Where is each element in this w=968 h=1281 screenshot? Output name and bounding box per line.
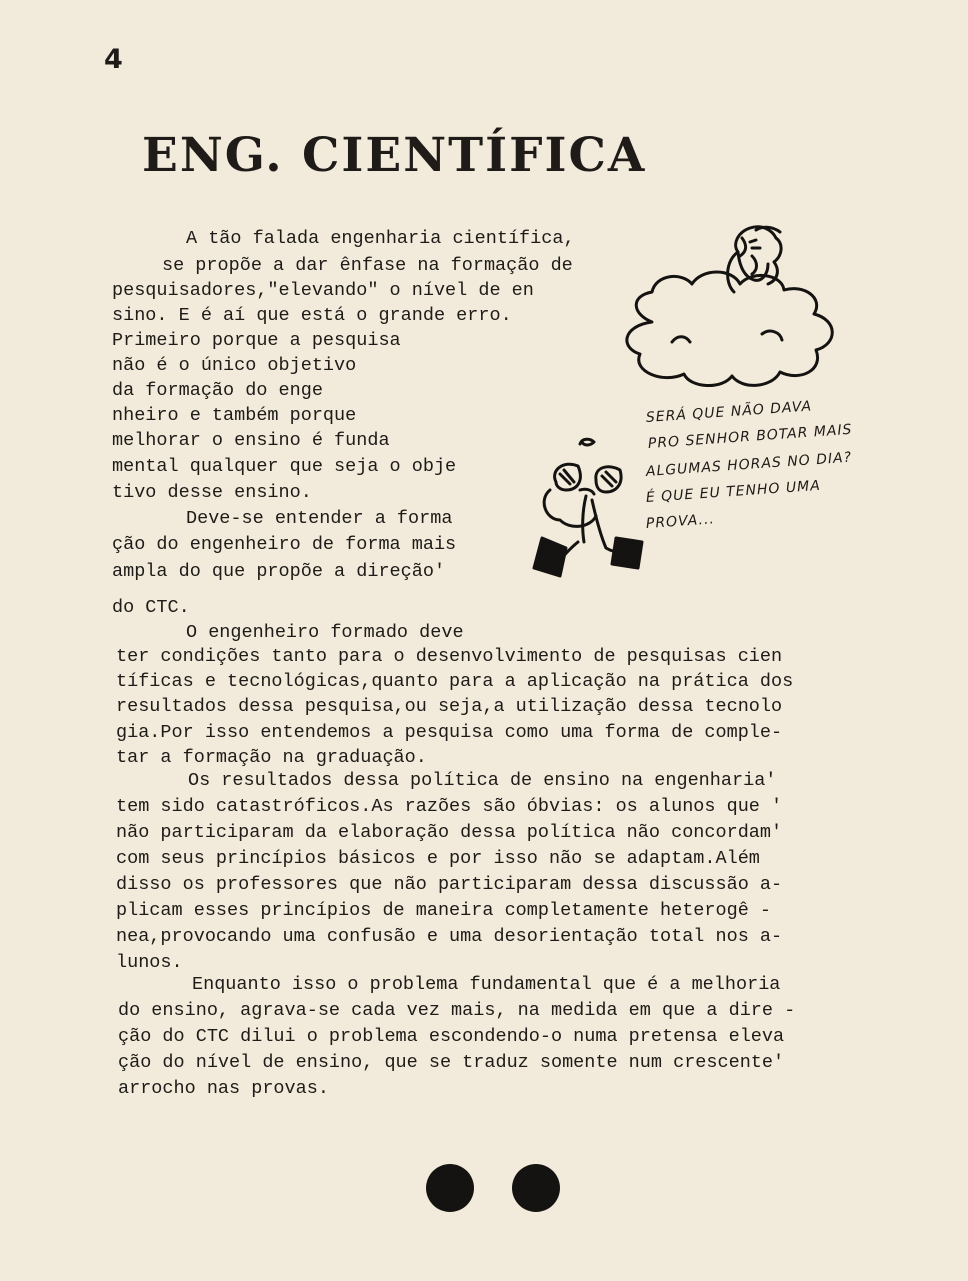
text-line: tíficas e tecnológicas,quanto para a aplicação na prática dos [116,671,794,692]
text-line: O engenheiro formado deve [186,622,464,643]
decorative-dot-icon [426,1164,474,1212]
text-line: do ensino, agrava-se cada vez mais, na medida em que a dire - [118,1000,796,1021]
speech-line: SERÁ QUE NÃO DAVA [645,398,813,426]
text-line: ção do nível de ensino, que se traduz somente num crescente' [118,1052,785,1073]
text-line: arrocho nas provas. [118,1078,329,1099]
text-line: nheiro e também porque [112,405,357,426]
text-line: mental qualquer que seja o obje [112,456,457,477]
text-line: tivo desse ensino. [112,482,312,503]
speech-line: É QUE EU TENHO UMA [645,477,822,506]
text-line: do CTC. [112,597,190,618]
text-line: lunos. [116,952,183,973]
text-line: ter condições tanto para o desenvolvimento de pesquisas cien [116,646,783,667]
text-line: ção do engenheiro de forma mais [112,534,457,555]
text-line: com seus princípios básicos e por isso não se adaptam.Além [116,848,760,869]
headline: ENG. CIENTÍFICA [142,128,647,183]
text-line: melhorar o ensino é funda [112,430,390,451]
text-line: tem sido catastróficos.As razões são óbvias: os alunos que ' [116,796,783,817]
text-line: tar a formação na graduação. [116,747,427,768]
text-line: ção do CTC dilui o problema escondendo-o numa pretensa eleva [118,1026,785,1047]
text-line: nea,provocando uma confusão e uma desorientação total nos a- [116,926,783,947]
speech-line: ALGUMAS HORAS NO DIA? [645,449,853,480]
text-line: da formação do enge [112,380,323,401]
page-number: 4 [104,44,123,75]
text-line: pesquisadores,"elevando" o nível de en [112,280,534,301]
text-line: resultados dessa pesquisa,ou seja,a utilização dessa tecnolo [116,696,783,717]
text-line: ampla do que propõe a direção' [112,561,446,582]
text-line: sino. E é aí que está o grande erro. [112,305,512,326]
text-line: disso os professores que não participaram dessa discussão a- [116,874,783,895]
text-line: não participaram da elaboração dessa política não concordam' [116,822,783,843]
cloud-figure-icon [612,222,872,402]
student-figure-icon [520,430,660,590]
text-line: plicam esses princípios de maneira completamente heterogê - [116,900,772,921]
text-line: Os resultados dessa política de ensino na engenharia' [188,770,777,791]
text-line: Primeiro porque a pesquisa [112,330,401,351]
speech-line: PROVA... [645,511,716,532]
text-line: se propõe a dar ênfase na formação de [162,255,573,276]
text-line: Enquanto isso o problema fundamental que é a melhoria [192,974,781,995]
decorative-dot-icon [512,1164,560,1212]
text-line: Deve-se entender a forma [186,508,453,529]
text-line: gia.Por isso entendemos a pesquisa como uma forma de comple- [116,722,783,743]
speech-line: PRO SENHOR BOTAR MAIS [647,421,853,452]
text-line: A tão falada engenharia científica, [186,228,575,249]
text-line: não é o único objetivo [112,355,357,376]
